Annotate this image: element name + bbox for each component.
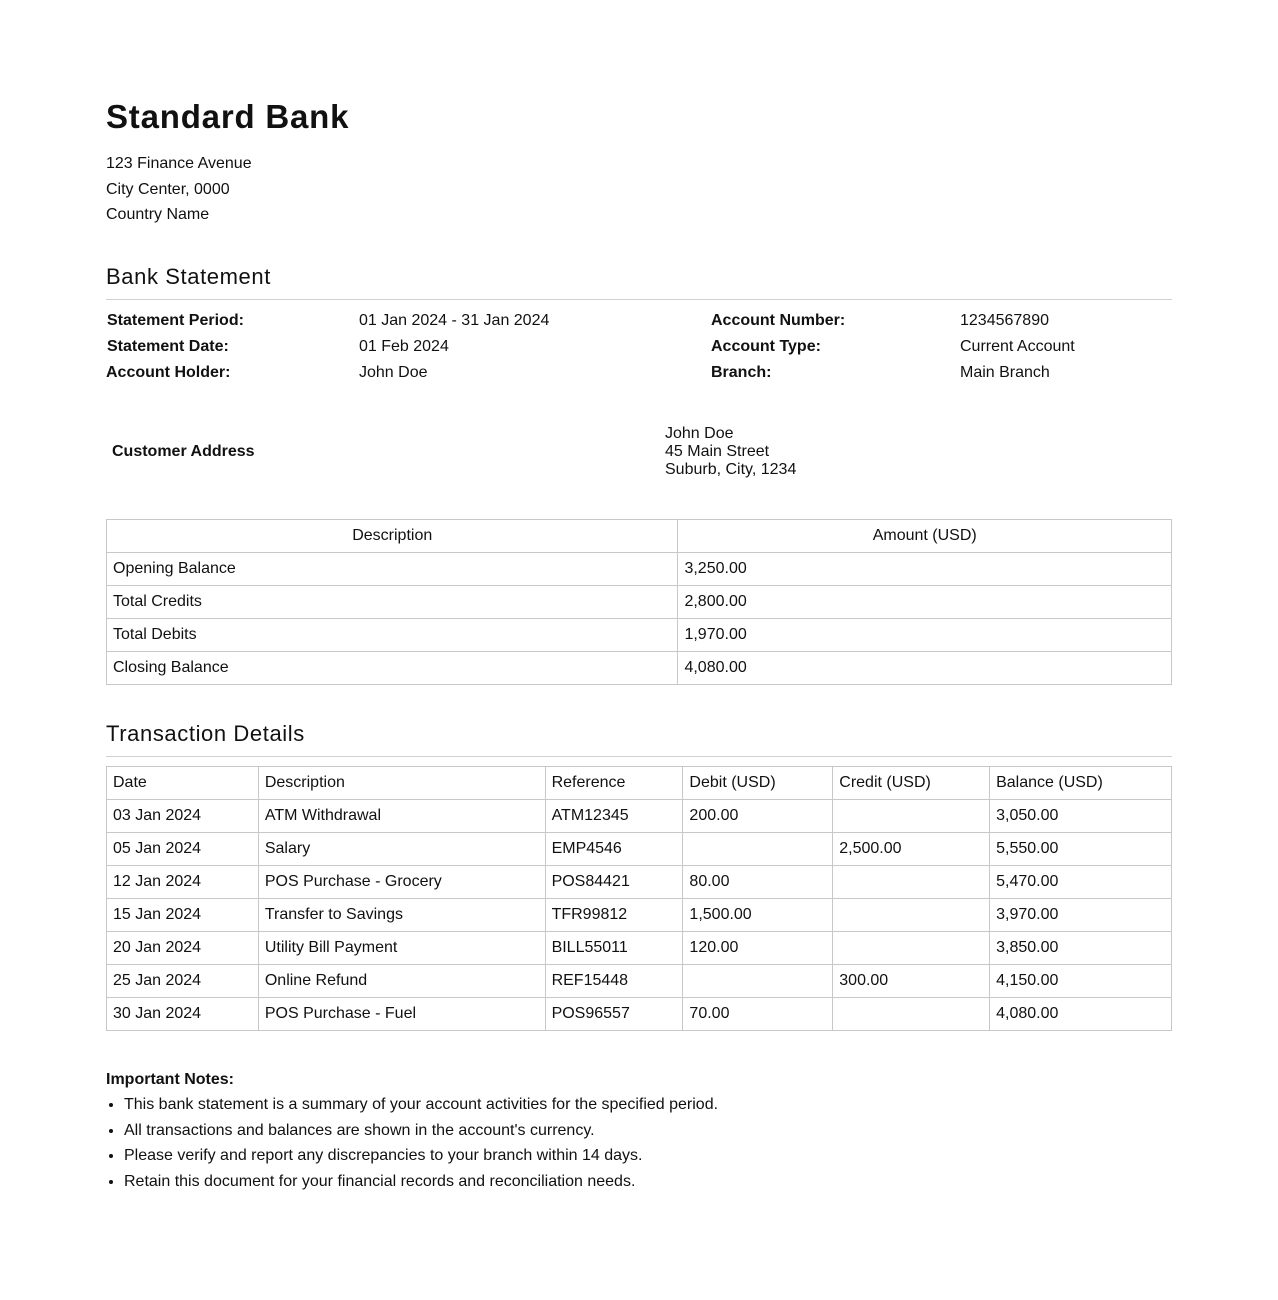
summary-description: Closing Balance [107, 652, 678, 685]
transaction-balance: 4,150.00 [990, 965, 1172, 998]
customer-address-line: 45 Main Street [665, 443, 770, 460]
note-item: • All transactions and balances are shown in the account's currency. [124, 1118, 1172, 1144]
transaction-reference: EMP4546 [545, 833, 683, 866]
customer-address-line: Suburb, City, 1234 [665, 461, 797, 478]
transaction-debit: 1,500.00 [683, 899, 833, 932]
transaction-reference: POS84421 [545, 866, 683, 899]
transaction-debit: 200.00 [683, 800, 833, 833]
transaction-reference: REF15448 [545, 965, 683, 998]
transaction-description: Transfer to Savings [258, 899, 545, 932]
transaction-description: Online Refund [258, 965, 545, 998]
transaction-debit [683, 965, 833, 998]
bank-address-line: City Center, 0000 [106, 180, 230, 198]
transaction-reference: TFR99812 [545, 899, 683, 932]
transaction-debit [683, 833, 833, 866]
summary-description: Total Credits [107, 586, 678, 619]
note-item: • This bank statement is a summary of your account activities for the specified period. [124, 1092, 1172, 1118]
transaction-date: 05 Jan 2024 [107, 833, 259, 866]
table-row [107, 800, 1172, 833]
account-number-label: Account Number: [711, 312, 846, 329]
column-header: Reference [545, 767, 683, 800]
transaction-credit [833, 899, 990, 932]
transaction-description: POS Purchase - Fuel [258, 998, 545, 1031]
transaction-details-title: Transaction Details [106, 720, 1172, 757]
customer-address-label: Customer Address [112, 443, 255, 460]
account-type-value: Current Account [960, 338, 1075, 355]
table-row [107, 652, 1172, 685]
account-holder-label: Account Holder: [106, 364, 231, 381]
note-item: • Please verify and report any discrepancies to your branch within 14 days. [124, 1143, 1172, 1169]
table-header-row [107, 520, 1172, 553]
transaction-balance: 5,470.00 [990, 866, 1172, 899]
notes-title: Important Notes: [106, 1071, 234, 1088]
transaction-balance: 3,050.00 [990, 800, 1172, 833]
table-row [107, 932, 1172, 965]
table-row [107, 899, 1172, 932]
transaction-reference: BILL55011 [545, 932, 683, 965]
statement-date-label: Statement Date: [107, 338, 229, 355]
customer-address-line: John Doe [665, 425, 734, 442]
account-holder-value: John Doe [359, 364, 428, 381]
transaction-reference: POS96557 [545, 998, 683, 1031]
transaction-credit: 2,500.00 [833, 833, 990, 866]
bank-statement-title: Bank Statement [106, 263, 1172, 300]
transactions-table [106, 766, 1172, 1031]
column-header: Description [258, 767, 545, 800]
column-header: Description [107, 520, 678, 553]
table-row [107, 998, 1172, 1031]
bank-address-line: 123 Finance Avenue [106, 155, 252, 172]
account-summary-table [106, 519, 1172, 685]
account-type-label: Account Type: [711, 338, 821, 355]
transaction-credit [833, 800, 990, 833]
table-row [107, 586, 1172, 619]
transaction-description: ATM Withdrawal [258, 800, 545, 833]
bank-name: Standard Bank [106, 98, 350, 135]
transaction-description: Utility Bill Payment [258, 932, 545, 965]
transaction-debit: 80.00 [683, 866, 833, 899]
summary-amount: 1,970.00 [678, 619, 1172, 652]
transaction-date: 03 Jan 2024 [107, 800, 259, 833]
column-header: Credit (USD) [833, 767, 990, 800]
transaction-date: 12 Jan 2024 [107, 866, 259, 899]
transaction-balance: 3,850.00 [990, 932, 1172, 965]
statement-date-value: 01 Feb 2024 [359, 338, 449, 355]
transaction-balance: 5,550.00 [990, 833, 1172, 866]
transaction-balance: 3,970.00 [990, 899, 1172, 932]
statement-period-label: Statement Period: [107, 312, 244, 329]
table-row [107, 619, 1172, 652]
summary-amount: 2,800.00 [678, 586, 1172, 619]
notes-list [106, 1092, 1172, 1195]
customer-address [665, 425, 796, 479]
transaction-description: POS Purchase - Grocery [258, 866, 545, 899]
transaction-date: 25 Jan 2024 [107, 965, 259, 998]
transaction-date: 20 Jan 2024 [107, 932, 259, 965]
summary-amount: 3,250.00 [678, 553, 1172, 586]
bank-address-line: Country Name [106, 206, 210, 223]
column-header: Debit (USD) [683, 767, 833, 800]
transaction-debit: 70.00 [683, 998, 833, 1031]
transaction-balance: 4,080.00 [990, 998, 1172, 1031]
table-row [107, 965, 1172, 998]
transaction-reference: ATM12345 [545, 800, 683, 833]
summary-description: Total Debits [107, 619, 678, 652]
transaction-credit [833, 932, 990, 965]
transaction-date: 15 Jan 2024 [107, 899, 259, 932]
table-header-row [107, 767, 1172, 800]
transaction-credit [833, 866, 990, 899]
table-row [107, 833, 1172, 866]
branch-label: Branch: [711, 364, 772, 381]
branch-value: Main Branch [960, 364, 1050, 381]
transaction-date: 30 Jan 2024 [107, 998, 259, 1031]
bank-address [106, 151, 252, 228]
column-header: Balance (USD) [990, 767, 1172, 800]
column-header: Date [107, 767, 259, 800]
table-row [107, 553, 1172, 586]
summary-amount: 4,080.00 [678, 652, 1172, 685]
note-item: • Retain this document for your financial records and reconciliation needs. [124, 1169, 1172, 1195]
table-row [107, 866, 1172, 899]
summary-description: Opening Balance [107, 553, 678, 586]
statement-info-grid [106, 310, 1172, 390]
statement-period-value: 01 Jan 2024 - 31 Jan 2024 [359, 312, 550, 329]
column-header: Amount (USD) [678, 520, 1172, 553]
account-number-value: 1234567890 [960, 312, 1049, 329]
transaction-description: Salary [258, 833, 545, 866]
important-notes [106, 1069, 1172, 1195]
transaction-debit: 120.00 [683, 932, 833, 965]
transaction-credit [833, 998, 990, 1031]
transaction-credit: 300.00 [833, 965, 990, 998]
